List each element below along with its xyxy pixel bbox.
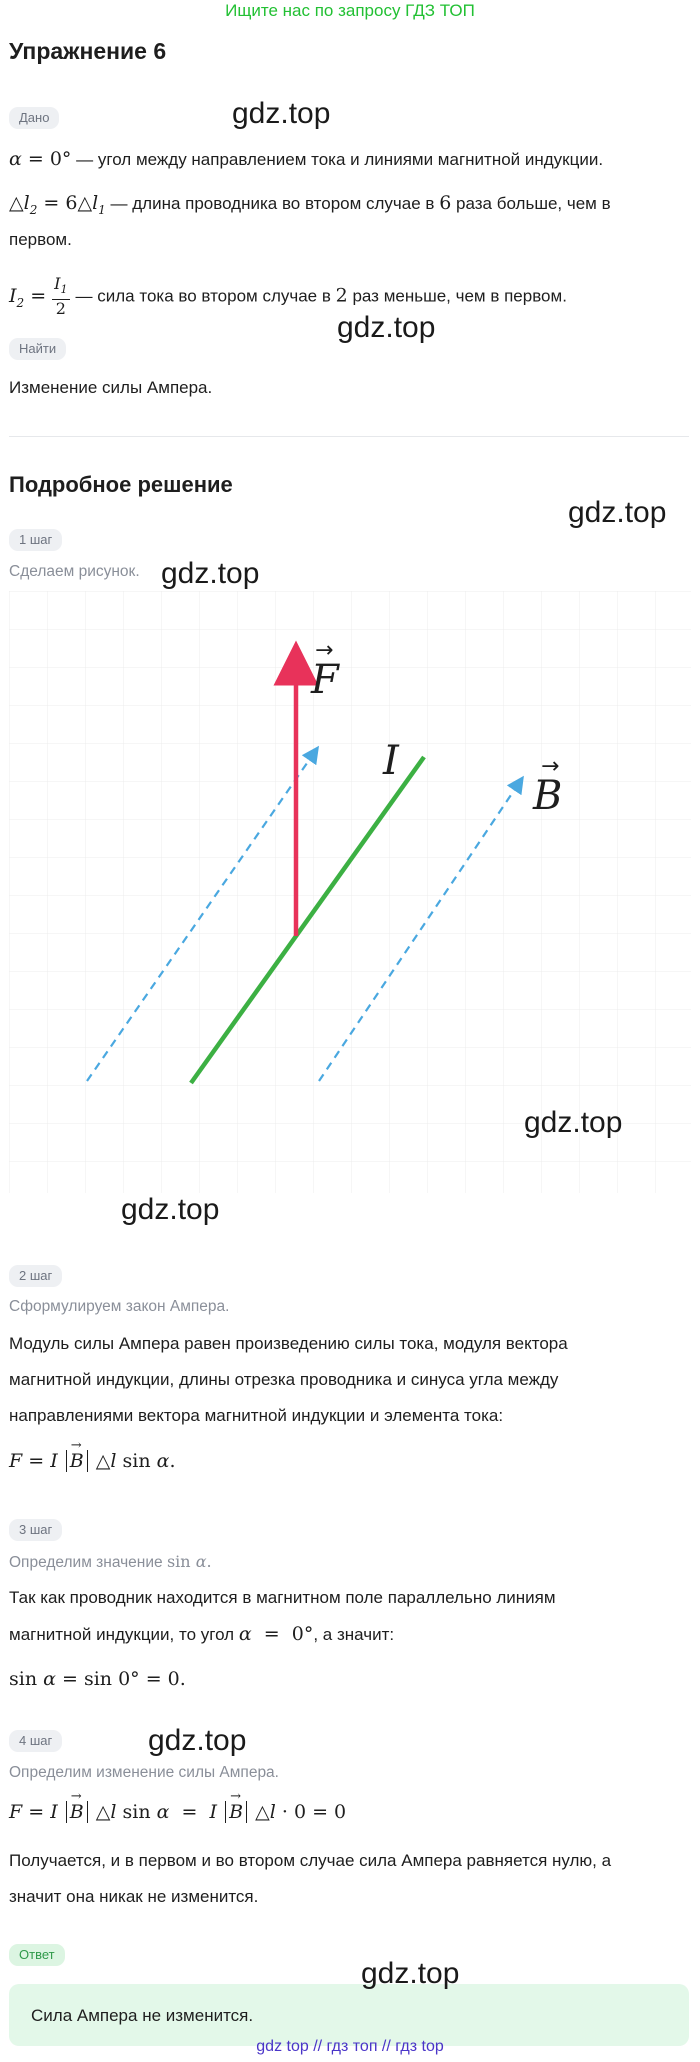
footer-links[interactable]: gdz top // гдз топ // гдз top — [256, 2038, 444, 2055]
find-label: Найти — [9, 338, 66, 360]
label-current: I — [383, 738, 399, 784]
find-text: Изменение силы Ампера. — [9, 378, 213, 397]
step-3-para-1: Так как проводник находится в магнитном поле параллельно линиям — [9, 1588, 556, 1607]
watermark: gdz.top — [568, 496, 667, 529]
step-4-para-2: значит она никак не изменится. — [9, 1887, 259, 1906]
answer-box — [9, 1984, 689, 2046]
step-4-desc: Определим изменение силы Ампера. — [9, 1764, 279, 1781]
watermark: gdz.top — [161, 557, 260, 590]
svg-text:→: → — [541, 754, 560, 779]
step-1-label: 1 шаг — [9, 529, 62, 551]
math-alpha-zero: α = 0° — [9, 148, 72, 170]
step-1-desc: Сделаем рисунок. — [9, 563, 140, 580]
svg-text:B: B — [533, 773, 563, 819]
step-4-label: 4 шаг — [9, 1730, 62, 1752]
answer-text: Сила Ампера не изменится. — [31, 2006, 254, 2025]
step-3-desc: Определим значение sin α. — [9, 1552, 212, 1571]
result-formula: F = I → B △l sin α = I → B △l · 0 = 0 — [9, 1797, 346, 1827]
svg-text:F: F — [311, 657, 339, 703]
answer-label: Ответ — [9, 1944, 65, 1966]
divider — [9, 436, 689, 437]
watermark: gdz.top — [524, 1106, 623, 1139]
search-banner[interactable]: Ищите нас по запросу ГДЗ ТОП — [225, 1, 475, 20]
step-2-label: 2 шаг — [9, 1265, 62, 1287]
ampere-formula: F = I → B △l sin α. — [9, 1446, 176, 1476]
watermark: gdz.top — [337, 311, 436, 344]
ampere-force-diagram — [9, 591, 691, 1193]
math-length-ratio: $\triangle l_2$ = $6\triangle l_1$ — [9, 192, 106, 217]
grid-background — [9, 591, 691, 1193]
exercise-title: Упражнение 6 — [9, 38, 167, 64]
watermark: gdz.top — [148, 1724, 247, 1757]
step-3-para-2: магнитной индукции, то угол α = 0°, а значит: — [9, 1623, 395, 1645]
watermark: gdz.top — [232, 97, 331, 130]
given-line-1: α = 0° — угол между направлением тока и линиями магнитной индукции. — [9, 148, 604, 170]
sine-formula: sin α = sin 0° = 0. — [9, 1668, 186, 1690]
step-2-para-1: Модуль силы Ампера равен произведению силы тока, модуля вектора — [9, 1334, 568, 1353]
given-line-3: $I_2$ = $\frac{I_1}{2}$ — сила тока во втором случае в 2 раз меньше, чем в первом. — [9, 274, 567, 319]
given-label: Дано — [9, 107, 59, 129]
given-line-2: $\triangle l_2$ = $6\triangle l_1$ — длина проводника во втором случае в 6 раза больше, чем в — [9, 192, 611, 217]
solution-title: Подробное решение — [9, 472, 233, 497]
step-2-para-2: магнитной индукции, длины отрезка проводника и синуса угла между — [9, 1370, 559, 1389]
svg-text:→: → — [315, 638, 334, 663]
step-4-para-1: Получается, и в первом и во втором случае сила Ампера равняется нулю, а — [9, 1851, 612, 1870]
watermark: gdz.top — [121, 1193, 220, 1226]
step-2-desc: Сформулируем закон Ампера. — [9, 1298, 230, 1315]
step-2-para-3: направлениями вектора магнитной индукции и элемента тока: — [9, 1406, 504, 1425]
math-current-ratio: $I_2$ = $\frac{I_1}{2}$ — [9, 274, 68, 319]
watermark: gdz.top — [361, 1957, 460, 1990]
step-3-label: 3 шаг — [9, 1519, 62, 1541]
given-line-2-cont: первом. — [9, 230, 72, 249]
